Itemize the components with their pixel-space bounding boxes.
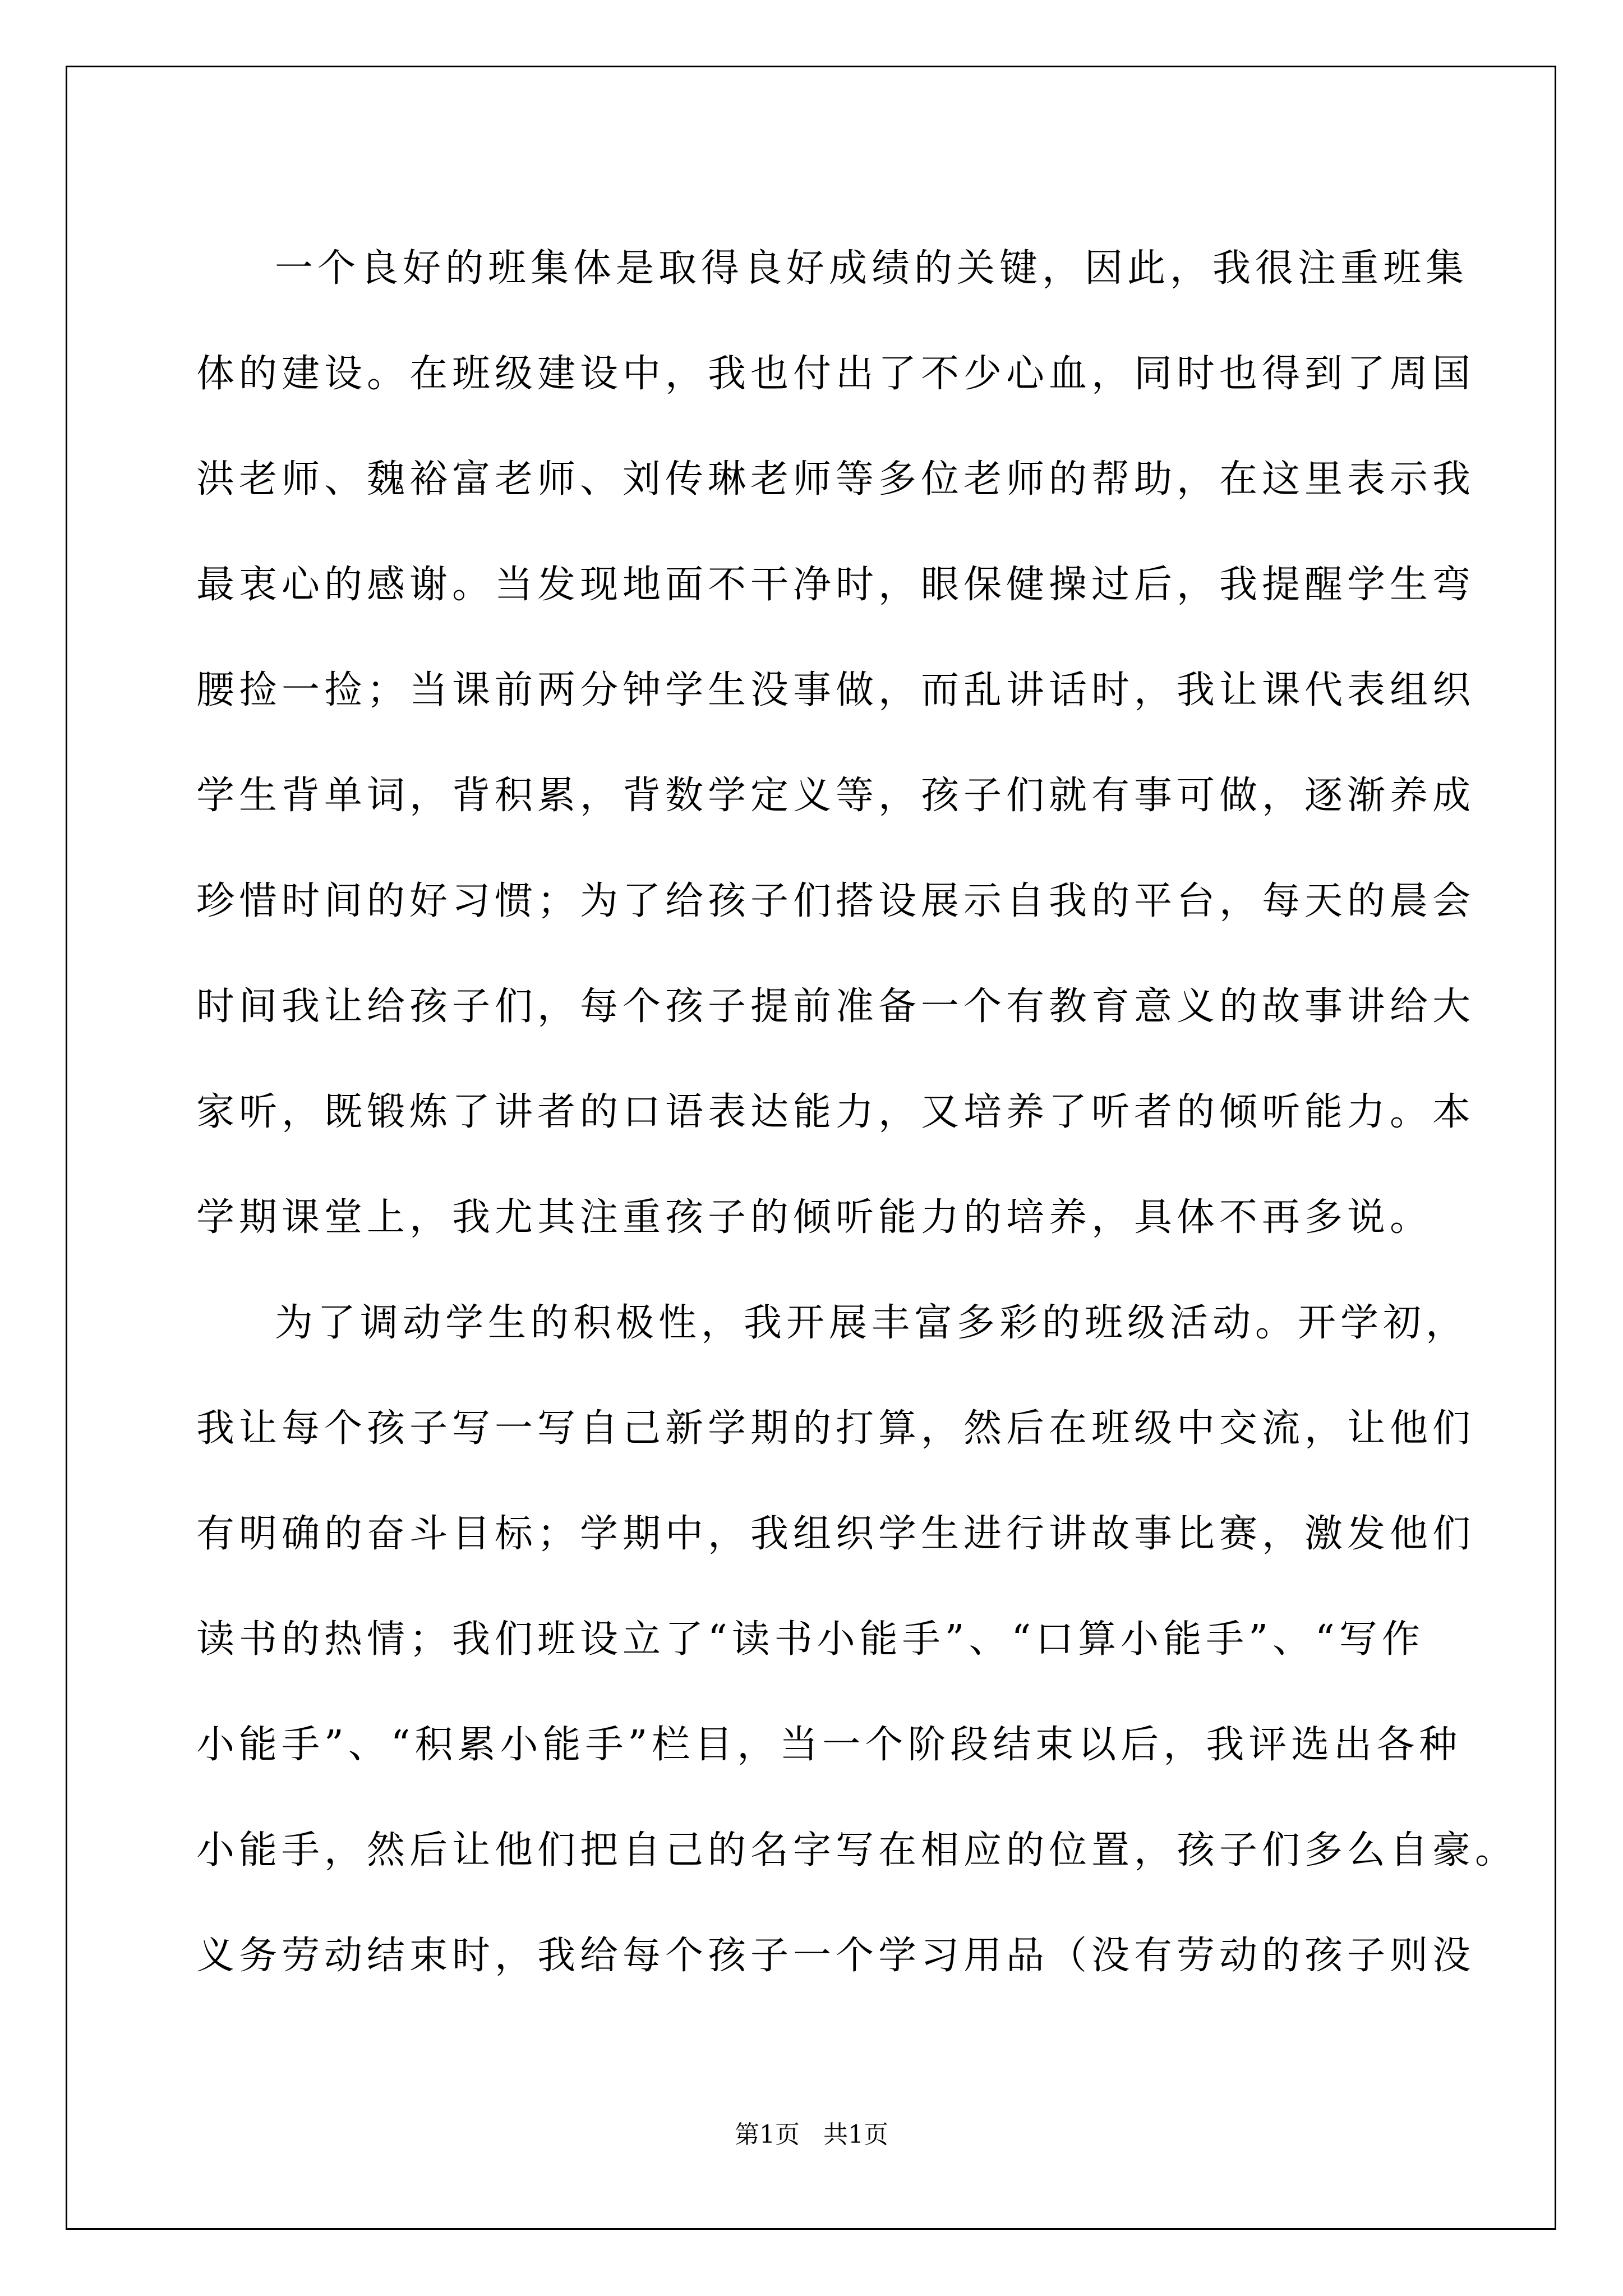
text-line: 洪老师、魏裕富老师、刘传琳老师等多位老师的帮助，在这里表示我 (196, 457, 1476, 501)
paragraph-1 (196, 216, 1476, 1271)
text-line: 一个良好的班集体是取得良好成绩的关键，因此，我很注重班集 (275, 246, 1469, 291)
text-line: 小能手”、“积累小能手”栏目，当一个阶段结束以后，我评选出各种 (196, 1723, 1462, 1767)
text-line: 最衷心的感谢。当发现地面不干净时，眼保健操过后，我提醒学生弯 (196, 563, 1476, 607)
text-line: 时间我让给孩子们，每个孩子提前准备一个有教育意义的故事讲给大 (196, 984, 1476, 1029)
text-line: 义务劳动结束时，我给每个孩子一个学习用品（没有劳动的孩子则没 (196, 1934, 1476, 1978)
page-number: 第1页 共1页 (735, 2120, 888, 2149)
text-line: 学期课堂上，我尤其注重孩子的倾听能力的培养，具体不再多说。 (196, 1195, 1433, 1240)
text-line: 学生背单词，背积累，背数学定义等，孩子们就有事可做，逐渐养成 (196, 774, 1476, 818)
text-line: 腰捡一捡；当课前两分钟学生没事做，而乱讲话时，我让课代表组织 (196, 668, 1476, 712)
text-line: 小能手，然后让他们把自己的名字写在相应的位置，孩子们多么自豪。 (196, 1828, 1518, 1872)
text-line: 读书的热情；我们班设立了“读书小能手”、“口算小能手”、“写作 (196, 1617, 1424, 1662)
document-body (196, 216, 1518, 2009)
text-line: 家听，既锻炼了讲者的口语表达能力，又培养了听者的倾听能力。本 (196, 1090, 1476, 1134)
paragraph-2 (196, 1271, 1518, 2009)
text-line: 有明确的奋斗目标；学期中，我组织学生进行讲故事比赛，激发他们 (196, 1512, 1476, 1556)
text-line: 珍惜时间的好习惯；为了给孩子们搭设展示自我的平台，每天的晨会 (196, 879, 1476, 923)
text-line: 我让每个孩子写一写自己新学期的打算，然后在班级中交流，让他们 (196, 1406, 1476, 1451)
page-footer (0, 2118, 1623, 2152)
text-line: 体的建设。在班级建设中，我也付出了不少心血，同时也得到了周国 (196, 352, 1476, 396)
text-line: 为了调动学生的积极性，我开展丰富多彩的班级活动。开学初， (275, 1301, 1469, 1345)
